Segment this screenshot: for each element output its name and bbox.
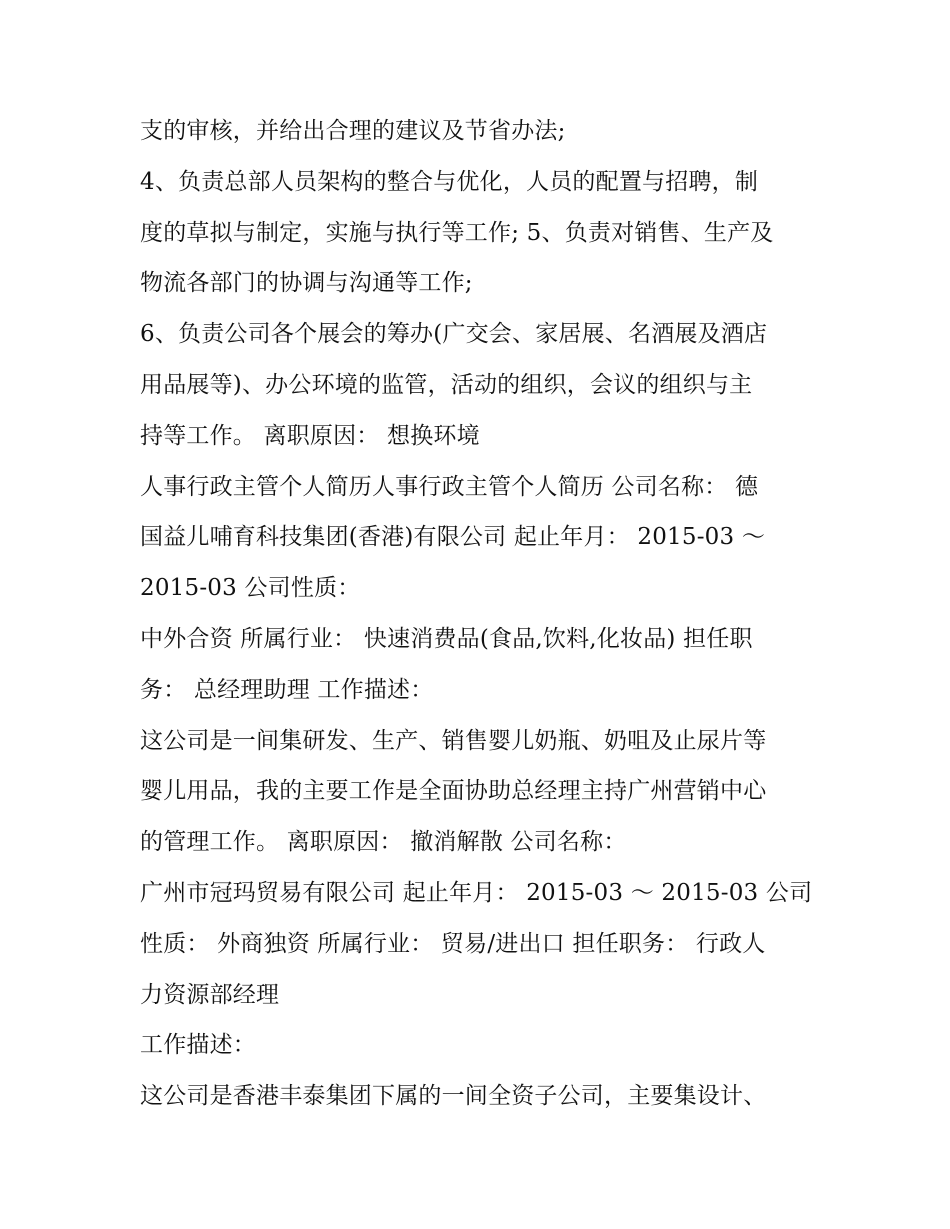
text-line: 这公司是一间集研发、生产、销售婴儿奶瓶、奶咀及止尿片等	[140, 727, 767, 754]
text-line: 用品展等)、办公环境的监管，活动的组织，会议的组织与主	[140, 371, 753, 398]
text-line: 6、负责公司各个展会的筹办(广交会、家居展、名酒展及酒店	[140, 321, 768, 348]
text-line: 4、负责总部人员架构的整合与优化，人员的配置与招聘，制	[140, 168, 759, 195]
text-line: 持等工作。 离职原因： 想换环境	[140, 422, 480, 449]
text-line: 支的审核，并给出合理的建议及节省办法;	[140, 118, 566, 144]
resume-text-block	[140, 106, 830, 1122]
text-line: 国益儿哺育科技集团(香港)有限公司 起止年月： 2015-03 ～	[140, 524, 766, 551]
text-line: 物流各部门的协调与沟通等工作;	[140, 270, 473, 297]
text-line: 中外合资 所属行业： 快速消费品(食品,饮料,化妆品) 担任职	[140, 625, 753, 652]
text-line: 这公司是香港丰泰集团下属的一间全资子公司，主要集设计、	[140, 1083, 767, 1110]
text-line: 人事行政主管个人简历人事行政主管个人简历 公司名称： 德	[140, 473, 759, 500]
text-line: 力资源部经理	[140, 981, 280, 1008]
text-line: 工作描述：	[140, 1032, 256, 1059]
text-line: 性质： 外商独资 所属行业： 贸易/进出口 担任职务： 行政人	[140, 930, 766, 957]
text-line: 婴儿用品，我的主要工作是全面协助总经理主持广州营销中心	[140, 778, 767, 805]
text-line: 广州市冠玛贸易有限公司 起止年月： 2015-03 ～ 2015-03 公司	[140, 879, 813, 906]
text-line: 度的草拟与制定，实施与执行等工作; 5、负责对销售、生产及	[140, 219, 774, 246]
text-line: 2015-03 公司性质：	[140, 575, 361, 602]
text-line: 务： 总经理助理 工作描述：	[140, 676, 434, 703]
text-line: 的管理工作。 离职原因： 撤消解散 公司名称：	[140, 829, 627, 856]
